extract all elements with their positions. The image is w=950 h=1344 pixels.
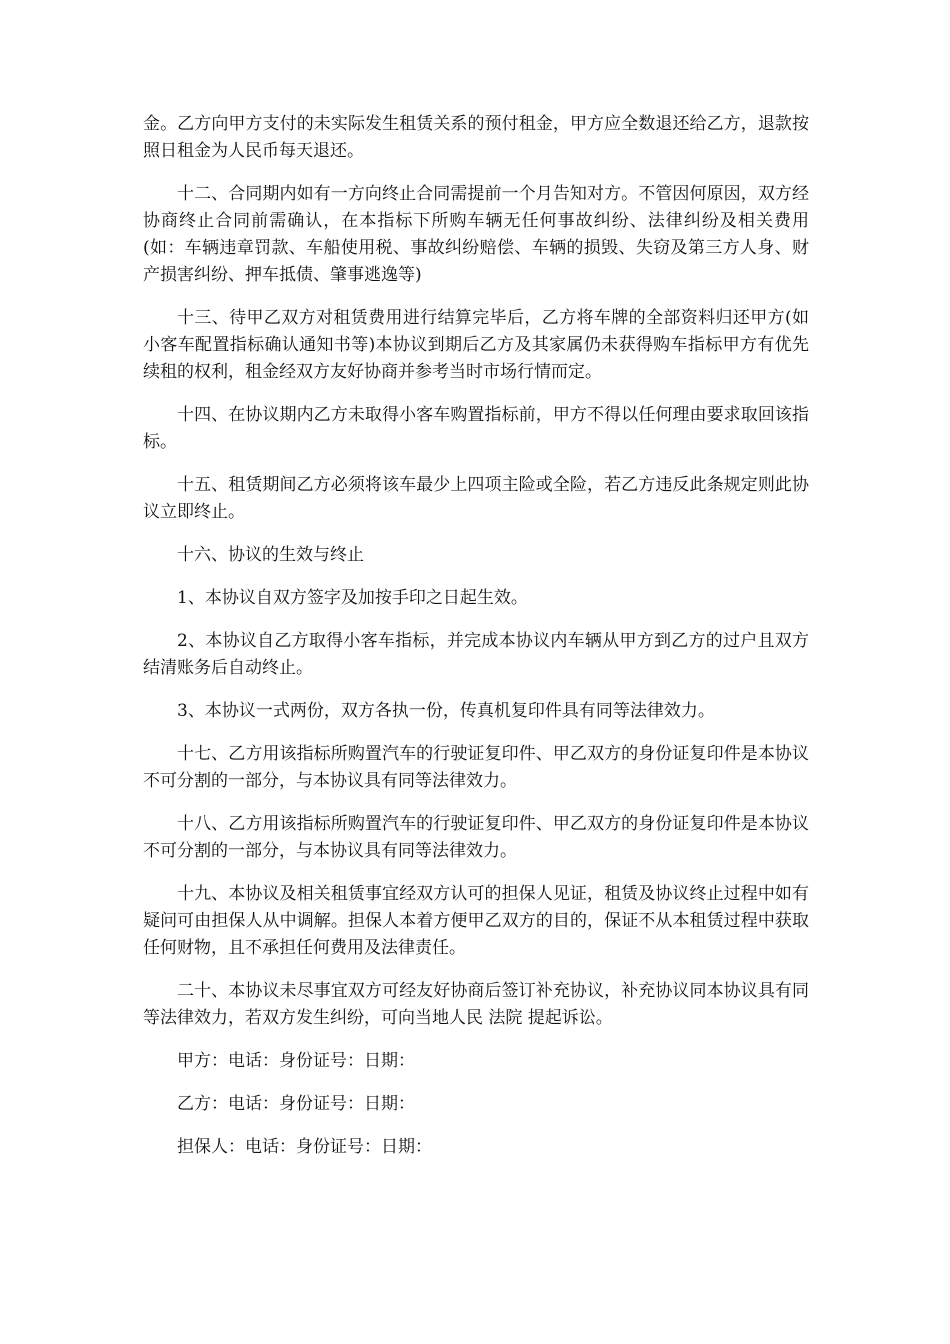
paragraph-clause-12: 十二、合同期内如有一方向终止合同需提前一个月告知对方。不管因何原因，双方经协商终止合同前需确认，在本指标下所购车辆无任何事故纠纷、法律纠纷及相关费用(如：车辆违章罚款、车船使用税、事故纠纷赔偿、车辆的损毁、失窃及第三方人身、财产损害纠纷、押车抵债、肇事逃逸等): [143, 184, 809, 285]
paragraph-clause-16-item-2: 2、本协议自乙方取得小客车指标，并完成本协议内车辆从甲方到乙方的过户且双方结清账务后自动终止。: [143, 631, 809, 678]
paragraph-continuation: 金。乙方向甲方支付的未实际发生租赁关系的预付租金，甲方应全数退还给乙方，退款按照日租金为人民币每天退还。: [143, 114, 809, 161]
signature-line-guarantor: 担保人：电话：身份证号：日期：: [177, 1137, 432, 1157]
paragraph-clause-16-heading: 十六、协议的生效与终止: [177, 545, 364, 565]
paragraph-clause-16-item-1: 1、本协议自双方签字及加按手印之日起生效。: [177, 588, 528, 608]
paragraph-clause-13: 十三、待甲乙双方对租赁费用进行结算完毕后，乙方将车牌的全部资料归还甲方(如小客车配置指标确认通知书等)本协议到期后乙方及其家属仍未获得购车指标甲方有优先续租的权利，租金经双方友好协商并参考当时市场行情而定。: [143, 308, 809, 382]
signature-line-party-a: 甲方：电话：身份证号：日期：: [177, 1051, 415, 1071]
signature-line-party-b: 乙方：电话：身份证号：日期：: [177, 1094, 415, 1114]
paragraph-clause-15: 十五、租赁期间乙方必须将该车最少上四项主险或全险，若乙方违反此条规定则此协议立即终止。: [143, 475, 809, 522]
paragraph-clause-18: 十八、乙方用该指标所购置汽车的行驶证复印件、甲乙双方的身份证复印件是本协议不可分割的一部分，与本协议具有同等法律效力。: [143, 814, 809, 861]
paragraph-clause-20: 二十、本协议未尽事宜双方可经友好协商后签订补充协议，补充协议同本协议具有同等法律效力，若双方发生纠纷，可向当地人民 法院 提起诉讼。: [143, 981, 809, 1028]
paragraph-clause-19: 十九、本协议及相关租赁事宜经双方认可的担保人见证，租赁及协议终止过程中如有疑问可由担保人从中调解。担保人本着方便甲乙双方的目的，保证不从本租赁过程中获取任何财物，且不承担任何费用及法律责任。: [143, 884, 809, 958]
paragraph-clause-16-item-3: 3、本协议一式两份，双方各执一份，传真机复印件具有同等法律效力。: [177, 701, 715, 721]
paragraph-clause-14: 十四、在协议期内乙方未取得小客车购置指标前，甲方不得以任何理由要求取回该指标。: [143, 405, 809, 452]
document-page: [143, 111, 809, 1177]
paragraph-clause-17: 十七、乙方用该指标所购置汽车的行驶证复印件、甲乙双方的身份证复印件是本协议不可分割的一部分，与本协议具有同等法律效力。: [143, 744, 809, 791]
